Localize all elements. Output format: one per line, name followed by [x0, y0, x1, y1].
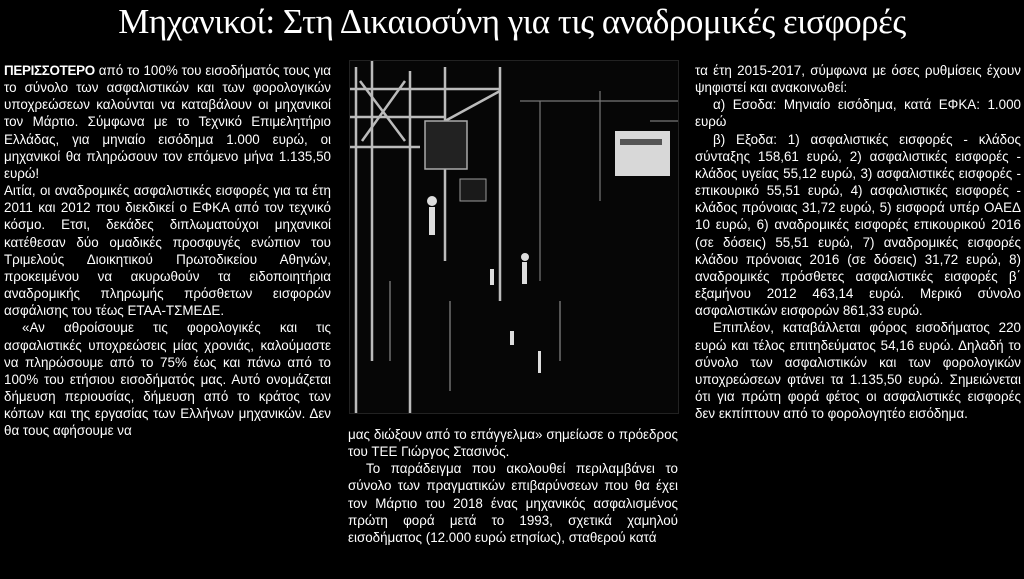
paragraph: Αιτία, οι αναδρομικές ασφαλιστικές εισφορές για τα έτη 2011 και 2012 που διεκδικεί ο ΕΦΚΑ από τον τεχνικό κόσμο. Ετσι, δεκάδες διπλωματούχοι μηχανικοί κατέθεσαν δύο ομαδικές προσφυγές ενώπιον του Τριμελούς Διοικητικού Πρωτοδικείου Αθηνών, προκειμένου να ακυρωθούν τα ειδοποιητήρια αναδρομικής πληρωμής πρόσθετων εισφορών ασφάλισης του τέως ΕΤΑΑ-ΤΣΜΕΔΕ. — [4, 183, 331, 319]
right-column — [695, 62, 1021, 422]
paragraph-text: από το 100% του εισοδήματός τους για το σύνολο των ασφαλιστικών και των φορολογικών υποχρεώσεων καλούνται να καταβάλουν οι μηχανικοί τον Μάρτιο. Σύμφωνα με το Τεχνικό Επιμελητήριο Ελλάδας, για μηνιαίο εισόδημα 1.000 ευρώ, οι μηχανικοί θα πληρώσουν τον επόμενο μήνα 1.135,50 ευρώ! — [4, 63, 331, 181]
paragraph: Το παράδειγμα που ακολουθεί περιλαμβάνει το σύνολο των πραγματικών επιβαρύνσεων που θα έχει τον Μάρτιο του 2018 ένας μηχανικός ασφαλισμένος πρώτη φορά μετά το 1993, σχετικά χαμηλού εισοδήματος (12.000 ευρώ ετησίως), σταθερού κατά — [348, 461, 678, 545]
left-column — [4, 62, 331, 439]
paragraph: τα έτη 2015-2017, σύμφωνα με όσες ρυθμίσεις έχουν ψηφιστεί και ανακοινωθεί: — [695, 63, 1021, 96]
paragraph: Επιπλέον, καταβάλλεται φόρος εισοδήματος 220 ευρώ και τέλος επιτηδεύματος 54,16 ευρώ. Δηλαδή το σύνολο των ασφαλιστικών και των φορολογικών υποχρεώσεων φτάνει τα 1.135,50 ευρώ. Σημειώνεται ότι για πρώτη φορά φέτος οι ασφαλιστικές εισφορές δεν εκπίπτουν από το φορολογητέο εισόδημα. — [695, 320, 1021, 422]
paragraph: μας διώξουν από το επάγγελμα» σημείωσε ο πρόεδρος του ΤΕΕ Γιώργος Στασινός. — [348, 427, 678, 460]
paragraph: β) Εξοδα: 1) ασφαλιστικές εισφορές - κλάδος σύνταξης 158,61 ευρώ, 2) ασφαλιστικές εισφορές - κλάδος υγείας 55,12 ευρώ, 3) ασφαλιστικές εισφορές - επικουρικό 55,51 ευρώ, 4) ασφαλιστικές εισφορές - κλάδος πρόνοιας 31,72 ευρώ, 5) εισφορά υπέρ ΟΑΕΔ 10 ευρώ, 6) αναδρομικές εισφορές επικουρικού 2016 (σε δόσεις) 55,51 ευρώ, 7) αναδρομικές εισφορές κλάδου πρόνοιας 2016 (σε δόσεις) 31,72 ευρώ, 8) αναδρομικές πρόσθετες ασφαλιστικές εισφορές β΄ εξαμήνου 2012 463,14 ευρώ. Μερικό σύνολο ασφαλιστικών εισφορών 861,33 ευρώ. — [695, 131, 1021, 319]
paragraph: α) Εσοδα: Μηνιαίο εισόδημα, κατά ΕΦΚΑ: 1.000 ευρώ — [695, 97, 1021, 130]
construction-photo — [350, 61, 678, 413]
middle-column — [348, 426, 678, 546]
lead-word: ΠΕΡΙΣΣΟΤΕΡΟ — [4, 63, 95, 78]
headline: Μηχανικοί: Στη Δικαιοσύνη για τις αναδρομικές εισφορές — [118, 2, 906, 41]
article-photo — [349, 60, 679, 414]
paragraph — [4, 62, 331, 182]
paragraph: «Αν αθροίσουμε τις φορολογικές και τις ασφαλιστικές υποχρεώσεις μίας χρονιάς, καλούμαστε να πληρώσουμε από το 75% έως και πάνω από το 100% του ετήσιου εισοδήματός μας. Αυτό ονομάζεται δήμευση περιουσίας, δήμευση από το κράτος των κόπων και της εργασίας των Ελλήνων μηχανικών. Δεν θα τους αφήσουμε να — [4, 320, 331, 439]
